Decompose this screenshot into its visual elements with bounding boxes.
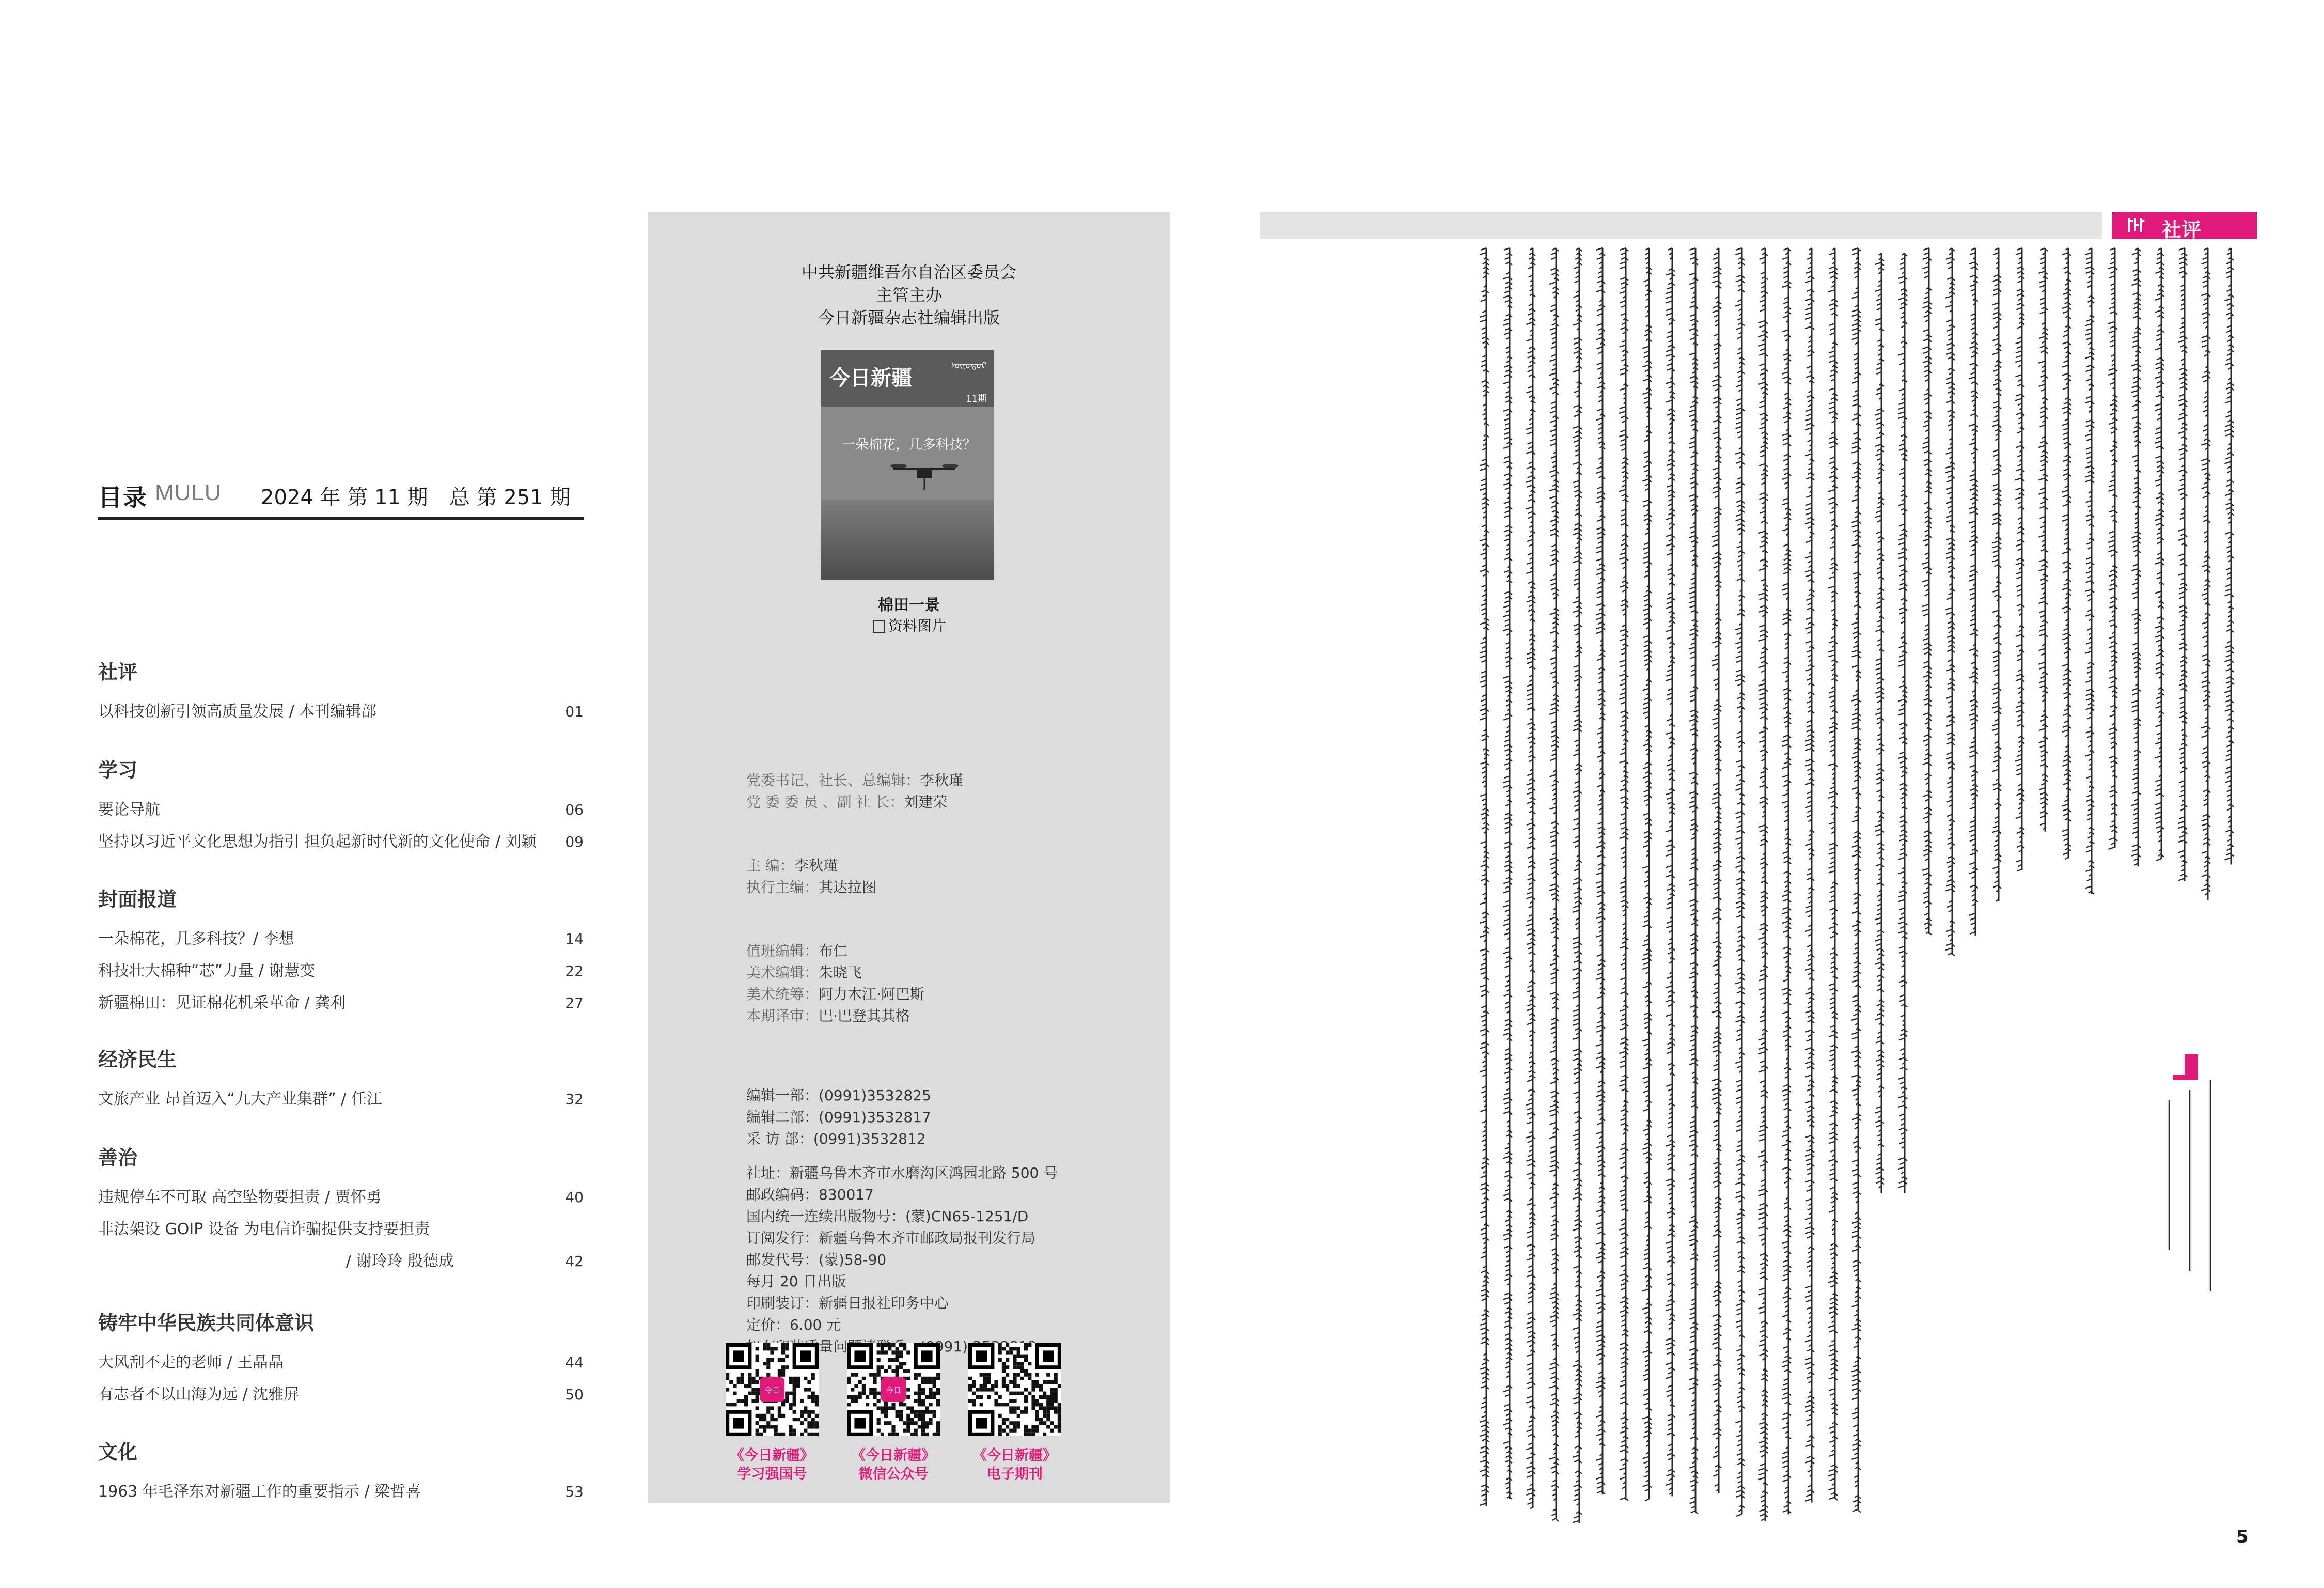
qr-label: 《今日新疆》 电子期刊	[973, 1447, 1057, 1482]
toc-section	[98, 1046, 584, 1115]
mongolian-text-column	[1828, 248, 1838, 1500]
page-number: 5	[2236, 1527, 2249, 1547]
toc-title: 目录	[98, 484, 148, 511]
toc-issue-number: 2024 年 第 11 期	[261, 486, 428, 509]
contact-row: 每月 20 日出版	[746, 1273, 846, 1290]
publisher-line: 中共新疆维吾尔自治区委员会	[801, 262, 1016, 282]
cover-headline: 一朵棉花，几多科技？	[842, 437, 977, 453]
mongolian-text-column	[2201, 248, 2210, 900]
toc-title-latin: MULU	[155, 480, 222, 505]
mongolian-text-column	[2155, 248, 2164, 861]
entry-title: 坚持以习近平文化思想为指引 担负起新时代新的文化使命 / 刘颖	[98, 833, 537, 851]
entry-page: 32	[565, 1091, 584, 1108]
toc-entry[interactable]	[98, 1347, 584, 1379]
toc-total-issue: 总 第 251 期	[449, 486, 571, 509]
staff-row: 值班编辑：布仁	[746, 942, 848, 959]
entry-title: 违规停车不可取 高空坠物要担责 / 贾怀勇	[98, 1188, 382, 1206]
mongolian-text-column	[2108, 248, 2117, 849]
toc-entry[interactable]	[98, 1083, 584, 1115]
entry-page: 06	[565, 801, 584, 818]
mongolian-text-column	[2131, 248, 2141, 866]
mongolian-text-column	[1945, 248, 1955, 956]
toc-section	[98, 1439, 584, 1508]
cover-credit: 资料图片	[873, 615, 946, 635]
qr-code-icon	[968, 1343, 1061, 1436]
drone-icon	[888, 454, 961, 495]
mongolian-text-column	[1596, 248, 1605, 1494]
contact-row: 社址：新疆乌鲁木齐市水磨沟区鸿园北路 500 号	[746, 1164, 1058, 1181]
entry-page: 40	[565, 1189, 584, 1206]
section-title: 经济民生	[98, 1048, 177, 1071]
section-title: 封面报道	[98, 888, 177, 911]
phone-row: 采 访 部：(0991)3532812	[746, 1130, 926, 1147]
mongolian-text-column	[1735, 248, 1745, 1516]
staff-row: 执行主编：其达拉图	[746, 879, 877, 896]
toc-entry[interactable]	[98, 1476, 584, 1508]
publisher-line: 主管主办	[875, 285, 942, 305]
contact-row: 邮政编码：830017	[746, 1186, 874, 1203]
mongolian-text-column	[1782, 248, 1791, 1514]
entry-page: 01	[565, 703, 584, 720]
editor-list	[746, 855, 1159, 898]
entry-title: 有志者不以山海为远 / 沈雅屏	[98, 1385, 300, 1404]
phone-row: 编辑二部：(0991)3532817	[746, 1109, 931, 1126]
qr-code-ebook[interactable]	[968, 1343, 1061, 1436]
toc-entry[interactable]	[98, 1213, 584, 1246]
publisher-line: 今日新疆杂志社编辑出版	[818, 308, 1000, 328]
entry-title: 新疆棉田：见证棉花机采革命 / 龚利	[98, 994, 346, 1012]
qr-code-wechat[interactable]	[847, 1343, 940, 1436]
mongolian-text-column	[1573, 248, 1582, 1523]
toc-entry[interactable]	[98, 826, 584, 858]
mongolian-text-column	[1689, 248, 1698, 1514]
section-title: 学习	[98, 759, 138, 782]
entry-page: 14	[565, 930, 584, 947]
cover-mongolian-title: ᠥᠨᠥᠳᠦᠷ	[950, 360, 987, 371]
mongolian-text-column	[2038, 248, 2048, 832]
entry-title: 科技壮大棉种“芯”力量 / 谢慧变	[98, 962, 316, 980]
toc-entry[interactable]	[98, 987, 584, 1019]
masthead-panel	[648, 212, 1170, 1503]
toc-entry[interactable]	[98, 923, 584, 955]
toc-section	[98, 757, 584, 858]
cover-thumbnail[interactable]	[821, 350, 994, 580]
cover-logo: 今日新疆	[829, 366, 912, 390]
entry-title: 一朵棉花，几多科技？/ 李想	[98, 930, 294, 948]
staff-row: 主 编：李秋瑾	[746, 857, 838, 874]
section-title: 文化	[98, 1441, 138, 1464]
mongolian-text-column	[1875, 253, 1884, 1193]
header-bar	[1260, 212, 2102, 239]
staff-row: 本期译审：巴·巴登其其格	[746, 1007, 910, 1024]
entry-page: 22	[565, 962, 584, 979]
section-label: 社评	[2162, 219, 2202, 241]
mongolian-text-column	[2178, 248, 2187, 881]
phone-row: 编辑一部：(0991)3532825	[746, 1087, 931, 1104]
staff-list	[746, 940, 1159, 1027]
mongolian-text-column	[1851, 248, 1861, 1513]
entry-page: 44	[565, 1354, 584, 1371]
section-title: 社评	[98, 661, 138, 683]
mongolian-text-column	[1642, 248, 1652, 1501]
contact-row: 国内统一连续出版物号：(蒙)CN65-1251/D	[746, 1208, 1029, 1225]
toc-header	[98, 473, 584, 520]
section-badge	[2112, 212, 2257, 239]
entry-page: 50	[565, 1386, 584, 1403]
contact-row: 邮发代号：(蒙)58-90	[746, 1251, 887, 1268]
qr-code-xuexi[interactable]	[726, 1343, 819, 1436]
staff-row: 美术统筹：阿力木江·阿巴斯	[746, 986, 924, 1003]
cover-caption: 棉田一景	[878, 596, 940, 614]
section-title: 善治	[98, 1146, 138, 1169]
contact-row: 订阅发行：新疆乌鲁木齐市邮政局报刊发行局	[746, 1229, 1036, 1247]
toc-section	[98, 1144, 584, 1278]
mongolian-script-icon	[2126, 216, 2146, 235]
qr-code-icon	[726, 1343, 819, 1436]
mongolian-text-column	[2015, 248, 2024, 871]
mongolian-text-column	[2062, 248, 2071, 859]
toc-entry[interactable]	[98, 955, 584, 987]
cover-issue: 11期	[966, 394, 987, 404]
qr-code-icon	[847, 1343, 940, 1436]
entry-page: 27	[565, 994, 584, 1011]
mongolian-text-column	[1619, 248, 1628, 1501]
contact-row: 定价：6.00 元	[746, 1316, 841, 1333]
entry-title: 以科技创新引领高质量发展 / 本刊编辑部	[98, 703, 377, 721]
entry-title: 文旅产业 昂首迈入“九大产业集群” / 任江	[98, 1090, 382, 1108]
toc-entry[interactable]	[98, 696, 584, 728]
toc-entry[interactable]	[98, 794, 584, 826]
leadership-list	[746, 770, 1159, 813]
checkbox-icon	[873, 620, 885, 633]
mongolian-text-column	[1898, 253, 1907, 1193]
mongolian-text-columns	[1281, 243, 2241, 1576]
entry-page: 09	[565, 833, 584, 850]
toc-section	[98, 1310, 584, 1411]
phone-list	[746, 1085, 1159, 1150]
toc-section	[98, 659, 584, 728]
mongolian-text-column	[1922, 248, 1932, 935]
entry-page: 42	[565, 1253, 584, 1270]
mongolian-text-column	[1992, 248, 2001, 901]
cover-cotton-field	[821, 500, 994, 580]
qr-label: 《今日新疆》 微信公众号	[852, 1447, 935, 1482]
toc-entry[interactable]	[98, 1181, 584, 1213]
entry-title: / 谢玲玲 殷德成	[346, 1252, 454, 1270]
svg-text:今日: 今日	[764, 1385, 780, 1395]
qr-label: 《今日新疆》 学习强国号	[730, 1447, 814, 1482]
entry-page: 53	[565, 1483, 584, 1500]
table-of-contents	[98, 0, 584, 1588]
svg-text:今日: 今日	[885, 1385, 902, 1395]
toc-section	[98, 886, 584, 1019]
mongolian-text-column	[1666, 248, 1675, 1497]
section-title: 铸牢中华民族共同体意识	[98, 1312, 315, 1334]
mongolian-text-column	[1969, 248, 1978, 936]
mongolian-text-column	[2085, 248, 2094, 894]
mongolian-text-column	[1526, 248, 1535, 1509]
entry-title: 大风刮不走的老师 / 王晶晶	[98, 1353, 284, 1372]
toc-entry[interactable]	[98, 1379, 584, 1411]
staff-row: 美术编辑：朱晓飞	[746, 964, 862, 981]
mongolian-text-column	[1758, 248, 1768, 1521]
contact-list	[746, 1162, 1159, 1358]
entry-title: 要论导航	[98, 801, 160, 819]
mongolian-text-column	[1805, 248, 1814, 1503]
mongolian-text-column	[1480, 248, 1489, 1506]
contact-row: 印刷装订：新疆日报社印务中心	[746, 1295, 949, 1312]
publisher-block	[648, 261, 1170, 329]
staff-row: 党 委 委 员 、副 社 长：刘建荣	[746, 793, 948, 811]
entry-title: 非法架设 GOIP 设备 为电信诈骗提供支持要担责	[98, 1220, 430, 1238]
mongolian-text-column	[1712, 248, 1721, 1493]
entry-title: 1963 年毛泽东对新疆工作的重要指示 / 梁哲喜	[98, 1483, 421, 1501]
staff-row: 党委书记、社长、总编辑：李秋瑾	[746, 772, 964, 789]
mongolian-text-column	[1549, 248, 1559, 1521]
toc-entry-continued[interactable]	[98, 1246, 584, 1278]
mongolian-text-column	[1503, 248, 1512, 1499]
mongolian-text-column	[2224, 248, 2234, 865]
